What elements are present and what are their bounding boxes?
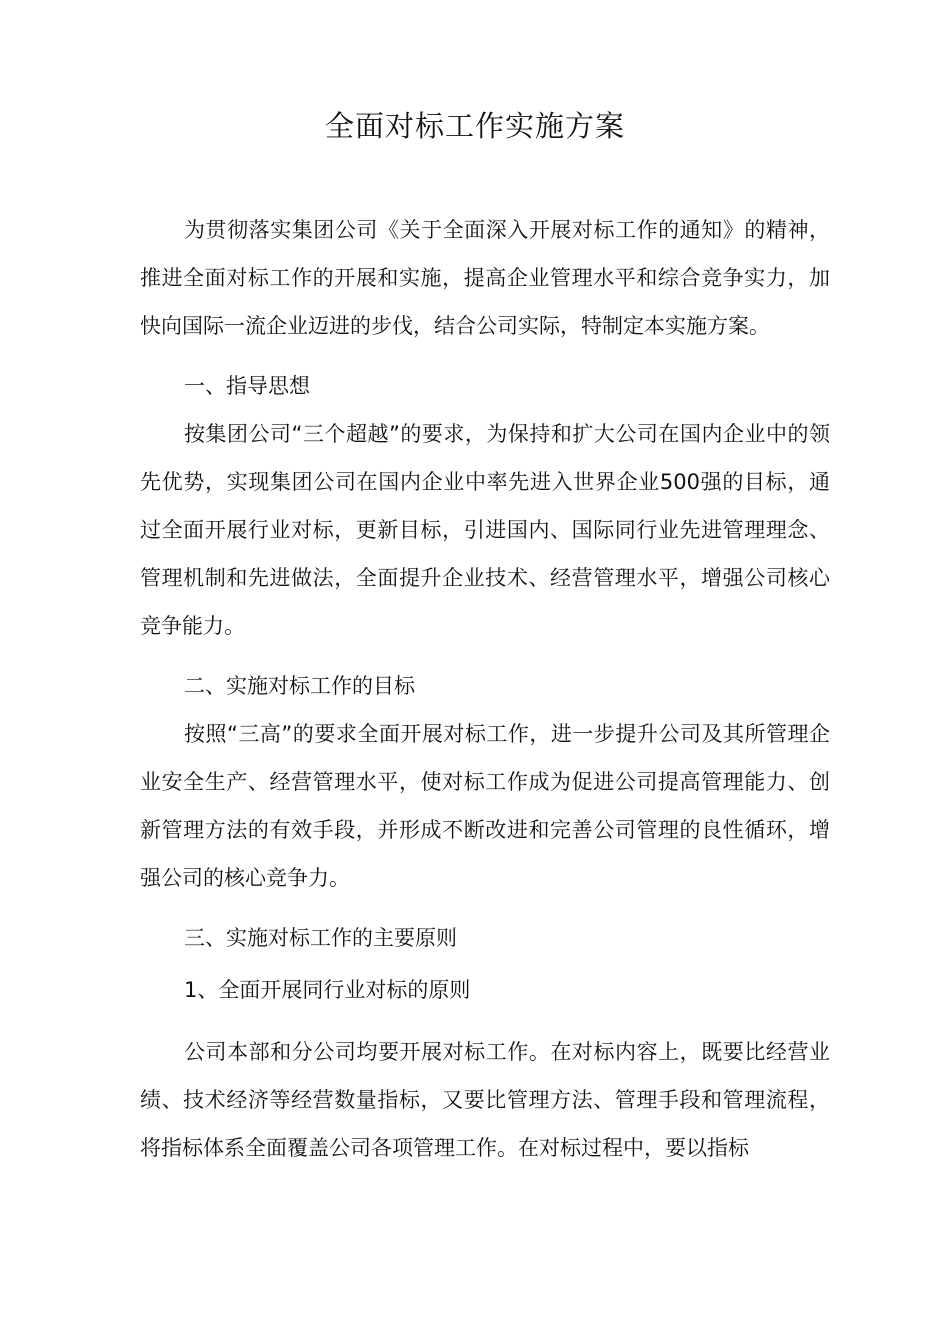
section-3-sub-1-heading: 1、全面开展同行业对标的原则 [184, 978, 471, 1002]
section-1-heading: 一、指导思想 [184, 374, 310, 398]
spacer [140, 1014, 830, 1028]
section-1-paragraph: 按集团公司“三个超越”的要求，为保持和扩大公司在国内企业中的领先优势，实现集团公司在国内企业中率先进入世界企业500强的目标，通过全面开展行业对标，更新目标，引进国内、国际同行业先进管理理念、管理机制和先进做法，全面提升企业技术、经营管理水平，增强公司核心竞争能力。 [140, 422, 830, 638]
section-3-sub-1-paragraph: 公司本部和分公司均要开展对标工作。在对标内容上，既要比经营业绩、技术经济等经营数量指标，又要比管理方法、管理手段和管理流程，将指标体系全面覆盖公司各项管理工作。在对标过程中，要以指标 [140, 1040, 830, 1160]
spacer [140, 350, 830, 362]
spacer [140, 902, 830, 914]
section-2-paragraph: 按照“三高”的要求全面开展对标工作，进一步提升公司及其所管理企业安全生产、经营管理水平，使对标工作成为促进公司提高管理能力、创新管理方法的有效手段，并形成不断改进和完善公司管理的良性循环，增强公司的核心竞争力。 [140, 722, 830, 890]
spacer [140, 650, 830, 662]
section-2-heading: 二、实施对标工作的目标 [184, 674, 415, 698]
section-3-heading: 三、实施对标工作的主要原则 [184, 926, 457, 950]
document-title: 全面对标工作实施方案 [324, 109, 625, 143]
intro-paragraph: 为贯彻落实集团公司《关于全面深入开展对标工作的通知》的精神，推进全面对标工作的开展和实施，提高企业管理水平和综合竞争实力，加快向国际一流企业迈进的步伐，结合公司实际，特制定本实施方案。 [140, 218, 830, 338]
document-body [140, 206, 830, 1172]
